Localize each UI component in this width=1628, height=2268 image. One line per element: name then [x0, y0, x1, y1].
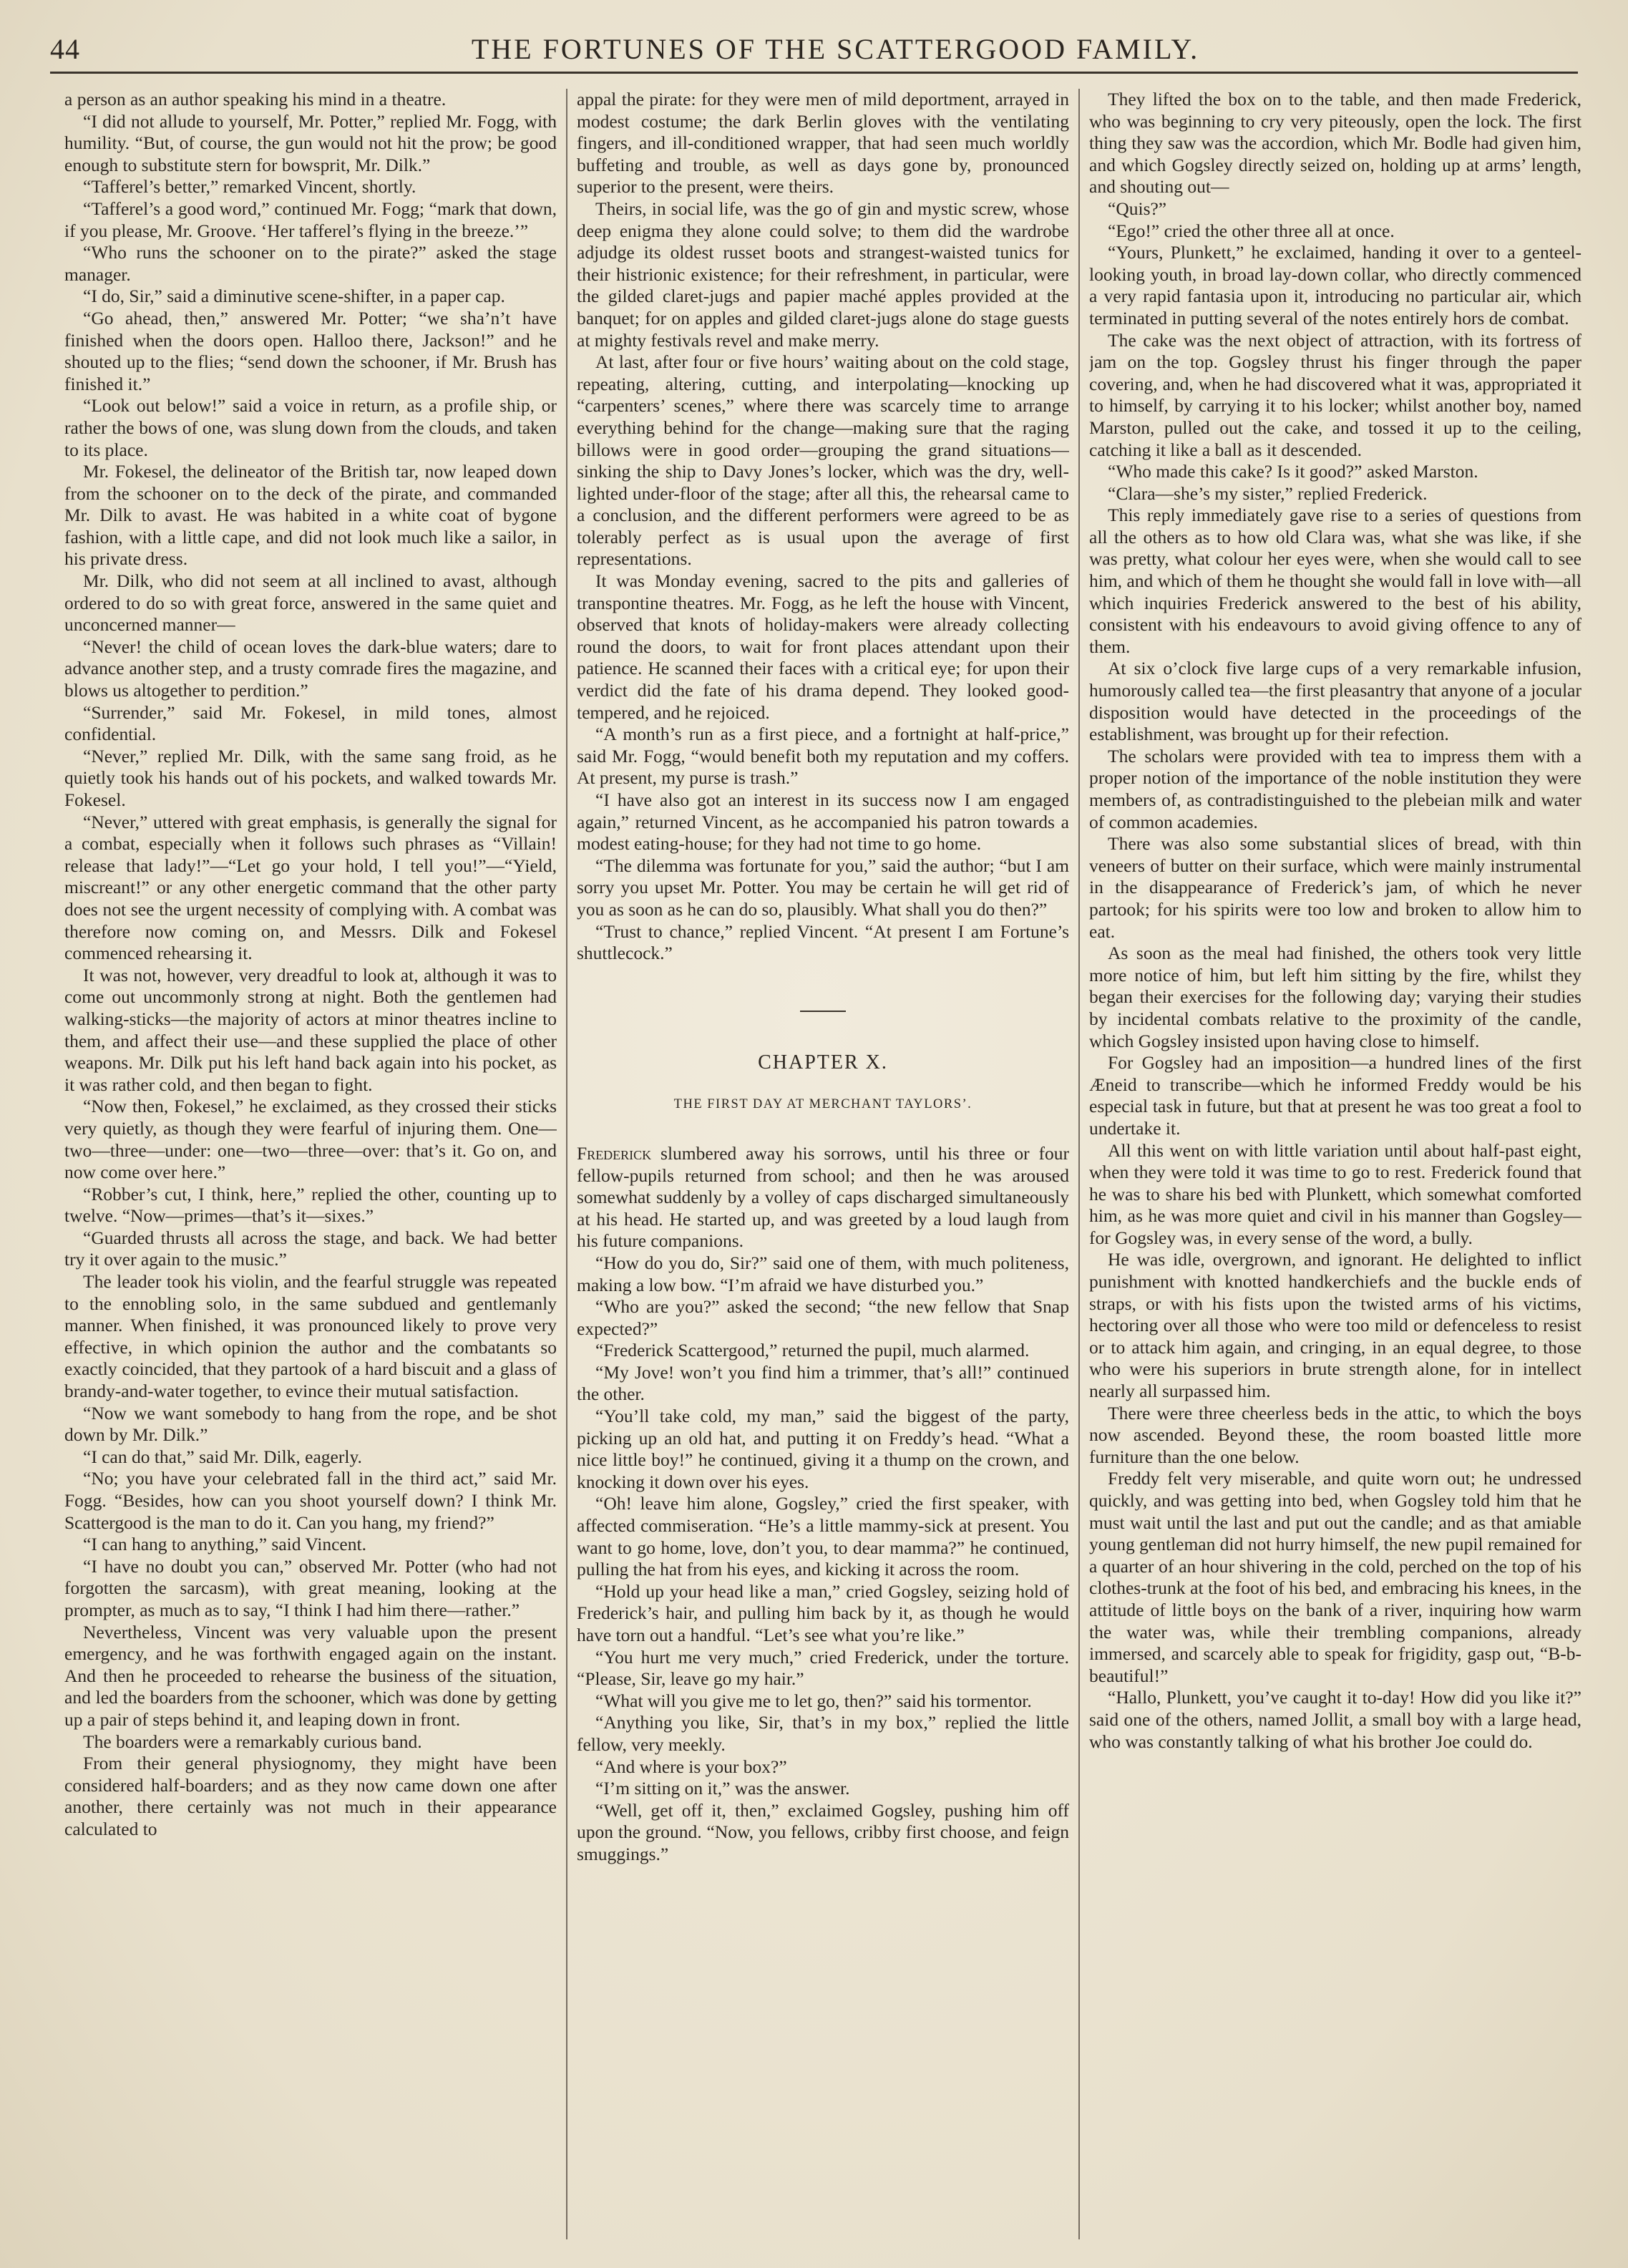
paragraph: “How do you do, Sir?” said one of them, with much politeness, making a low bow. “I’m afraid we have disturbed you.”: [577, 1252, 1069, 1295]
paragraph: “I have also got an interest in its success now I am engaged again,” returned Vincent, as he accompanied his patron towards a modest eating-house; for they had not time to go home.: [577, 789, 1069, 855]
paragraph: “Hold up your head like a man,” cried Gogsley, seizing hold of Frederick’s hair, and pulling him back by it, as though he would have torn out a handful. “Let’s see what you’re like.”: [577, 1580, 1069, 1645]
paragraph: At six o’clock five large cups of a very remarkable infusion, humorously called tea—the first pleasantry that anyone of a jocular disposition would have detected in the proceedings of the establishment, was brought up for their refection.: [1089, 658, 1581, 745]
paragraph: “Who are you?” asked the second; “the new fellow that Snap expected?”: [577, 1296, 1069, 1339]
section-separator: [800, 1011, 846, 1012]
paragraph: “I can hang to anything,” said Vincent.: [83, 1534, 366, 1555]
paragraph: “Clara—she’s my sister,” replied Frederick.: [1108, 482, 1428, 504]
paragraph: The leader took his violin, and the fearful struggle was repeated to the ennobling solo, in the same subdued and gentlemanly manner. When finished, it was pronounced likely to prove very effective, in which opinion the author and the combatants so exactly coincided, that they partook of a hard biscuit and a glass of brandy-and-water together, to evince their mutual satisfaction.: [64, 1271, 557, 1402]
paragraph: “Robber’s cut, I think, here,” replied the other, counting up to twelve. “Now—primes—that’s it—sixes.”: [64, 1183, 557, 1227]
paragraph: “I’m sitting on it,” was the answer.: [595, 1778, 850, 1799]
paragraph: At last, after four or five hours’ waiting about on the cold stage, repeating, altering, cutting, and interpolating—knocking up “carpenters’ scenes,” where there was scarcely time to arrange everything behind for the change—making sure that the raging billows were in good order—grouping the grand situations—sinking the ship to Davy Jones’s locker, which was the dry, well-lighted under-floor of the stage; after all this, the rehearsal came to a conclusion, and the different performers were agreed to be as tolerably perfect as is usual upon the average of first representations.: [577, 351, 1069, 570]
paragraph: “Never,” replied Mr. Dilk, with the same sang froid, as he quietly took his hands out of his pockets, and walked towards Mr. Fokesel.: [64, 745, 557, 810]
column-1: [64, 89, 557, 2243]
paragraph: It was Monday evening, sacred to the pits and galleries of transpontine theatres. Mr. Fogg, as he left the house with Vincent, observed that knots of holiday-makers were already collecting round the doors, to wait for front places attendant upon their patience. He scanned their faces with a critical eye; for upon their verdict did the fate of his drama depend. They looked good-tempered, and he rejoiced.: [577, 570, 1069, 723]
paragraph: “Frederick Scattergood,” returned the pupil, much alarmed.: [595, 1340, 1030, 1361]
paragraph: “Quis?”: [1108, 198, 1167, 219]
paragraph: “Oh! leave him alone, Gogsley,” cried the first speaker, with affected commiseration. “He’s a little mammy-sick at present. You want to go home, love, don’t you, to dear mamma?” he continued, pulling the hat from his eyes, and kicking it across the room.: [577, 1493, 1069, 1580]
paragraph: “Yours, Plunkett,” he exclaimed, handing it over to a genteel-looking youth, in broad lay-down collar, who directly commenced a very rapid fantasia upon it, introducing no particular air, which terminated in putting several of the notes entirely hors de combat.: [1089, 242, 1581, 328]
page-number: 44: [50, 33, 80, 65]
paragraph: “No; you have your celebrated fall in the third act,” said Mr. Fogg. “Besides, how can you shoot yourself down? I think Mr. Scattergood is the man to do it. Can you hang, my friend?”: [64, 1468, 557, 1533]
paragraph: “Hallo, Plunkett, you’ve caught it to-day! How did you like it?” said one of the others, named Jollit, a small boy with a large head, who was constantly talking of what his brother Joe could do.: [1089, 1687, 1581, 1752]
paragraph: “Now then, Fokesel,” he exclaimed, as they crossed their sticks very quietly, as though they were fearful of injuring them. One—two—three—under: one—two—three—over: that’s it. Go on, and now come over here.”: [64, 1096, 557, 1183]
paragraph: “Tafferel’s better,” remarked Vincent, shortly.: [83, 176, 416, 198]
column-rule: [566, 89, 567, 2239]
paragraph: Nevertheless, Vincent was very valuable upon the present emergency, and he was forthwith engaged again on the instant. And then he proceeded to rehearse the business of the situation, and led the boarders from the schooner, which was done by getting up a pair of steps behind it, and leaping down in front.: [64, 1621, 557, 1730]
paragraph: “I do, Sir,” said a diminutive scene-shifter, in a paper cap.: [83, 286, 505, 307]
paragraph: This reply immediately gave rise to a series of questions from all the others as to how old Clara was, what she was like, if she was pretty, what colour her eyes were, when she would call to see him, and which of them he thought she would fall in love with—all which inquiries Frederick answered to the best of his ability, consistent with his endeavours to avoid giving offence to any of them.: [1089, 505, 1581, 657]
paragraph: “My Jove! won’t you find him a trimmer, that’s all!” continued the other.: [577, 1361, 1069, 1405]
paragraph: As soon as the meal had finished, the others took very little more notice of him, but left him sitting by the fire, whilst they began their exercises for the following day; varying their studies by incidental combats relative to the proximity of the candle, which Gogsley insisted upon having close to himself.: [1089, 943, 1581, 1051]
paragraph: “And where is your box?”: [595, 1756, 787, 1777]
paragraph: All this went on with little variation until about half-past eight, when they were told it was time to go to rest. Frederick found that he was to share his bed with Plunkett, which somewhat comforted him, as he was more quiet and civil in his manner than Gogsley—for Gogsley was, in every sense of the word, a bully.: [1089, 1139, 1581, 1248]
paragraph: appal the pirate: for they were men of mild deportment, arrayed in modest costume; the dark Berlin gloves with the ventilating fingers, and ill-conditioned wrapper, that had seen much worldly buffeting and trouble, as well as days gone by, pronounced superior to the present, were theirs.: [577, 89, 1069, 198]
paragraph: “Anything you like, Sir, that’s in my box,” replied the little fellow, very meekly.: [577, 1712, 1069, 1755]
paragraph: Mr. Dilk, who did not seem at all inclined to avast, although ordered to do so with great force, answered in the same quiet and unconcerned manner—: [64, 570, 557, 636]
paragraph: “Tafferel’s a good word,” continued Mr. Fogg; “mark that down, if you please, Mr. Groove. ‘Her tafferel’s flying in the breeze.’”: [64, 198, 557, 241]
paragraph: “You hurt me very much,” cried Frederick, under the torture. “Please, Sir, leave go my hair.”: [577, 1646, 1069, 1690]
paragraph: It was not, however, very dreadful to look at, although it was to come out uncommonly strong at night. Both the gentlemen had walking-sticks—the majority of actors at minor theatres incline to them, and affect their use—and these supplied the place of other weapons. Mr. Dilk put his left hand back again into his pocket, as it was rather cold, and then began to fight.: [64, 964, 557, 1095]
paragraph: “Ego!” cried the other three all at once.: [1108, 220, 1395, 241]
paragraph: “The dilemma was fortunate for you,” said the author; “but I am sorry you upset Mr. Potter. You may be certain he will get rid of you as soon as he can do so, plausibly. What shall you do then?”: [577, 855, 1069, 920]
chapter-opening-paragraph: [577, 1143, 1069, 1252]
chapter-lead-text: slumbered away his sorrows, until his three or four fellow-pupils returned from school; and then he was aroused somewhat suddenly by a volley of caps discharged simultaneously at his head. He started up, and was greeted by a loud laugh from his future companions.: [577, 1142, 1069, 1252]
paragraph: They lifted the box on to the table, and then made Frederick, who was beginning to cry very piteously, open the lock. The first thing they saw was the accordion, which Mr. Bodle had given him, and which Gogsley directly seized on, holding up at arms’ length, and shouting out—: [1089, 89, 1581, 198]
chapter-lead-word: Frederick: [577, 1142, 652, 1164]
paragraph: He was idle, overgrown, and ignorant. He delighted to inflict punishment with knotted handkerchiefs and the buckle ends of straps, or with his fists upon the twisted arms of his victims, hectoring over all those who were too mild or defenceless to resist or to attack him again, and cringing, in an equal degree, to those who were his superiors in brute strength alone, for in intellect nearly all surpassed him.: [1089, 1249, 1581, 1402]
paragraph: “You’ll take cold, my man,” said the biggest of the party, picking up an old hat, and putting it on Freddy’s head. “What a nice little boy!” he continued, giving it a thump on the crown, and knocking it down over his eyes.: [577, 1406, 1069, 1492]
column-2: [577, 89, 1069, 2243]
paragraph: For Gogsley had an imposition—a hundred lines of the first Æneid to transcribe—which he informed Freddy would be his especial task in future, but that at present he was too great a fool to undertake it.: [1089, 1052, 1581, 1139]
column-rule: [1078, 89, 1080, 2239]
running-title: THE FORTUNES OF THE SCATTERGOOD FAMILY.: [471, 33, 1200, 65]
paragraph: The scholars were provided with tea to impress them with a proper notion of the importance of the noble institution they were members of, as contradistinguished to the plebeian milk and water of common academies.: [1089, 745, 1581, 832]
paragraph: “Never,” uttered with great emphasis, is generally the signal for a combat, especially when it follows such phrases as “Villain! release that lady!”—“Let go your hold, I tell you!”—“Yield, miscreant!” or any other energetic command that the other party does not see the urgent necessity of complying with. A combat was therefore now coming on, and Messrs. Dilk and Fokesel commenced rehearsing it.: [64, 811, 557, 964]
paragraph: “Guarded thrusts all across the stage, and back. We had better try it over again to the music.”: [64, 1227, 557, 1270]
paragraph: “Go ahead, then,” answered Mr. Potter; “we sha’n’t have finished when the doors open. Halloo there, Jackson!” and he shouted up to the flies; “send down the schooner, if Mr. Brush has finished it.”: [64, 307, 557, 394]
chapter-title: CHAPTER X.: [758, 1051, 888, 1074]
chapter-subtitle: THE FIRST DAY AT MERCHANT TAYLORS’.: [673, 1097, 973, 1112]
paragraph: There was also some substantial slices of bread, with thin veneers of butter on their surface, which were mainly instrumental in the disappearance of Frederick’s jam, of which he never partook; for his spirits were too low and broken to allow him to eat.: [1089, 833, 1581, 942]
paragraph: “Now we want somebody to hang from the rope, and be shot down by Mr. Dilk.”: [64, 1402, 557, 1446]
paragraph: The cake was the next object of attraction, with its fortress of jam on the top. Gogsley thrust his finger through the paper covering, and, when he had discovered what it was, appropriated it to himself, by carrying it to his locker; whilst another boy, named Marston, pulled out the cake, and tossed it up to the ceiling, catching it like a ball as it descended.: [1089, 329, 1581, 460]
paragraph: “Surrender,” said Mr. Fokesel, in mild tones, almost confidential.: [64, 701, 557, 745]
paragraph: “I have no doubt you can,” observed Mr. Potter (who had not forgotten the sarcasm), with great meaning, looking at the prompter, as much as to say, “I think I had him there—rather.”: [64, 1555, 557, 1620]
paragraph: a person as an author speaking his mind in a theatre.: [64, 89, 447, 109]
paragraph: There were three cheerless beds in the attic, to which the boys now ascended. Beyond these, the room boasted little more furniture than the one below.: [1089, 1402, 1581, 1467]
paragraph: Theirs, in social life, was the go of gin and mystic screw, whose deep enigma they alone could solve; to them did the wardrobe adjudge its oldest russet boots and strangest-waisted tunics for their histrionic existence; for their refreshment, in particular, were the gilded claret-jugs and papier maché apples provided at the banquet; for on apples and gilded claret-jugs alone do stage guests at mighty festivals revel and make merry.: [577, 198, 1069, 351]
paragraph: “Well, get off it, then,” exclaimed Gogsley, pushing him off upon the ground. “Now, you fellows, cribby first choose, and feign smuggings.”: [577, 1799, 1069, 1864]
paragraph: “A month’s run as a first piece, and a fortnight at half-price,” said Mr. Fogg, “would benefit both my reputation and my coffers. At present, my purse is trash.”: [577, 724, 1069, 789]
text-columns: [64, 89, 1581, 2243]
column-2-continuation: [577, 89, 1069, 965]
paragraph: “What will you give me to let go, then?” said his tormentor.: [595, 1690, 1032, 1711]
paragraph: The boarders were a remarkably curious band.: [83, 1731, 422, 1752]
column-3: [1089, 89, 1581, 2243]
paragraph: “Trust to chance,” replied Vincent. “At present I am Fortune’s shuttlecock.”: [577, 920, 1069, 964]
paragraph: “I did not allude to yourself, Mr. Potter,” replied Mr. Fogg, with humility. “But, of course, the gun would not hit the prow; be good enough to substitute stern for bowsprit, Mr. Dilk.”: [64, 110, 557, 175]
paragraph: Freddy felt very miserable, and quite worn out; he undressed quickly, and was getting into bed, when Gogsley told him that he must wait until the last and put out the candle; and as that amiable young gentleman did not hurry himself, the new pupil remained for a quarter of an hour shivering in the cold, perched on the top of his clothes-trunk at the foot of his bed, and embracing his knees, in the attitude of little boys on the bank of a river, inquiring how warm the water was, while their trembling companions, already immersed, and scarcely able to speak for frigidity, gasp out, “B-b-beautiful!”: [1089, 1468, 1581, 1686]
running-head: [50, 31, 1578, 74]
paragraph: “I can do that,” said Mr. Dilk, eagerly.: [83, 1446, 362, 1467]
paragraph: “Who made this cake? Is it good?” asked Marston.: [1108, 461, 1478, 482]
paragraph: From their general physiognomy, they might have been considered half-boarders; and as they now came down one after another, there certainly was not much in their appearance calculated to: [64, 1753, 557, 1839]
paragraph: “Look out below!” said a voice in return, as a profile ship, or rather the bows of one, was slung down from the clouds, and taken to its place.: [64, 395, 557, 460]
paragraph: Mr. Fokesel, the delineator of the British tar, now leaped down from the schooner on to the deck of the pirate, and commanded Mr. Dilk to avast. He was habited in a white coat of bygone fashion, with a little cape, and did not look much like a sailor, in his private dress.: [64, 461, 557, 570]
paragraph: “Who runs the schooner on to the pirate?” asked the stage manager.: [64, 242, 557, 285]
chapter-body: [577, 1143, 1069, 1866]
paragraph: “Never! the child of ocean loves the dark-blue waters; dare to advance another step, and a trusty comrade fires the magazine, and blows us altogether to perdition.”: [64, 636, 557, 701]
